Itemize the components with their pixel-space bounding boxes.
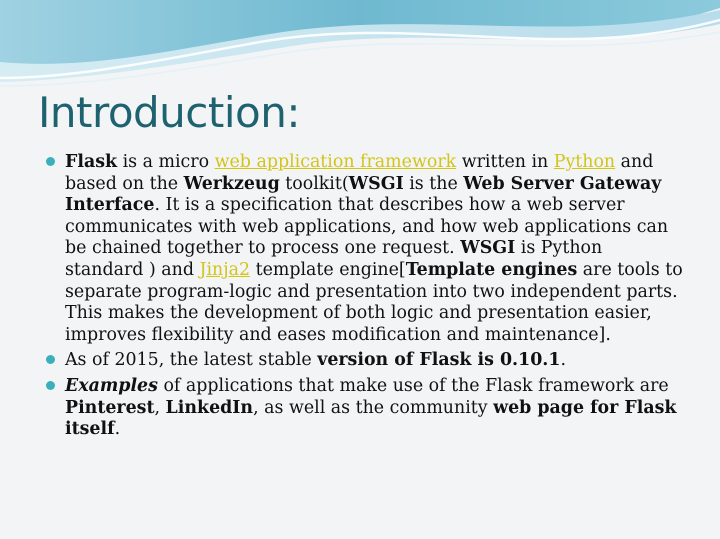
flask-web-page-term: web page for Flask itself [65,397,677,440]
text-fragment: of applications that make use of the Flask framework are [157,375,669,396]
text-fragment: written in [456,152,554,172]
text-fragment: , [154,397,166,418]
pinterest-term: Pinterest [65,397,155,418]
werkzeug-term: Werkzeug [183,173,280,194]
bullet-icon [46,355,55,364]
wsgi-definition-term: Web Server Gateway Interface [65,173,662,216]
text-fragment: , as well as the community [253,397,494,418]
flask-term: Flask [65,152,118,172]
bullet-icon [46,157,55,166]
template-engines-term: Template engines [405,259,578,280]
wsgi-term: WSGI [460,238,516,259]
text-fragment: . It is a specification that describes how a web server communicates with web applications, and how web applications can be chained together to process one request. [65,195,669,259]
bullet-item-version [46,350,686,372]
bullet-list [46,152,686,445]
text-fragment: is a micro [117,152,215,172]
text-fragment: and based on the [65,152,654,194]
version-term: version of Flask is 0.10.1 [317,350,561,371]
bullet-icon [46,381,55,390]
python-link[interactable]: Python [553,152,616,172]
text-fragment: is the [403,173,464,194]
web-application-framework-link[interactable]: web application framework [214,152,457,172]
examples-term: Examples [65,375,158,396]
text-fragment: toolkit( [279,173,349,194]
text-fragment: are tools to separate program-logic and presentation into two independent parts. This makes the development of both logic and presentation easier, improves flexibility and eases modification and maintenance]. [65,259,683,345]
header-wave-decoration [0,0,720,95]
text-fragment: . [114,419,121,440]
linkedin-term: LinkedIn [165,397,254,418]
bullet-item-flask-intro [46,152,686,346]
text-fragment: is Python standard ) and [65,238,603,280]
text-fragment: template engine[ [250,259,406,280]
jinja2-link[interactable]: Jinja2 [199,259,251,280]
bullet-item-examples [46,376,686,441]
text-fragment: As of 2015, the latest stable [65,350,318,371]
text-fragment: . [560,350,566,371]
slide-title: Introduction: [38,88,300,137]
wsgi-term: WSGI [348,173,404,194]
